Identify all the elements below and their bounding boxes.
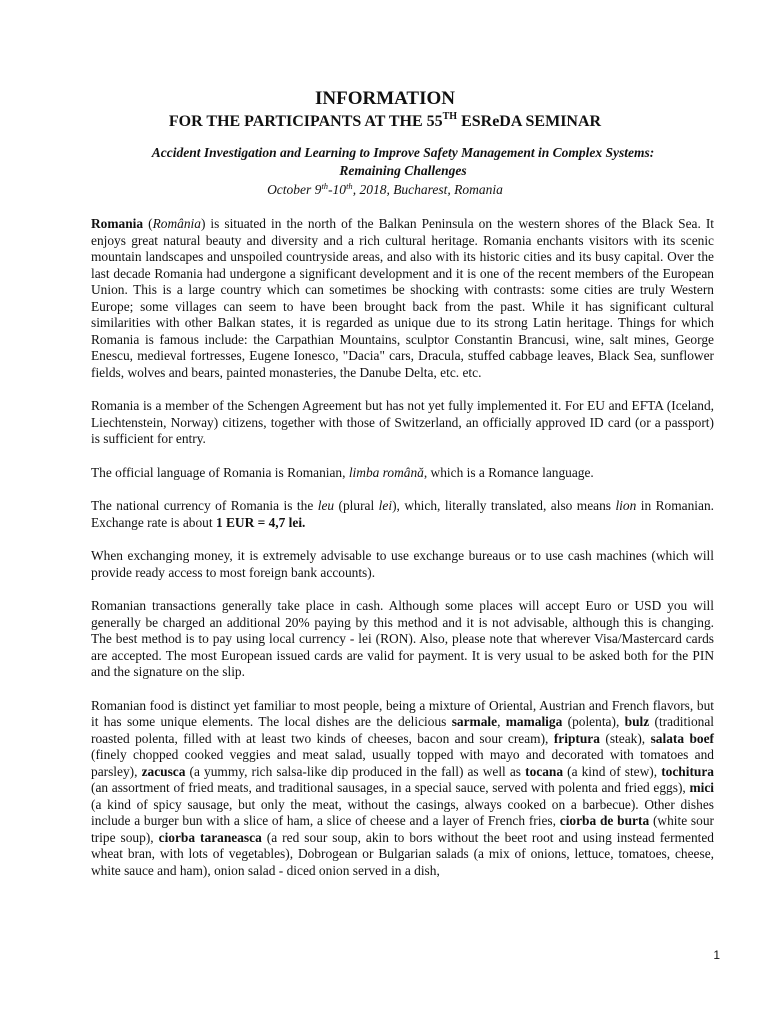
seminar-title-line-1: Accident Investigation and Learning to Improve Safety Management in Complex Systems:	[151, 145, 655, 160]
currency-text-2: (plural	[334, 498, 379, 513]
paragraph-schengen: Romania is a member of the Schengen Agreement but has not yet fully implemented it. For EU and EFTA (Iceland, Liechtenstein, Norway) citizens, together with those of Switzerland, an officially approved ID card (or a passport) is sufficient for entry.	[91, 398, 714, 446]
language-text-2: , which is a Romance language.	[423, 464, 594, 480]
date-part-3: , 2018, Bucharest, Romania	[352, 182, 503, 197]
subtitle-suffix: ESReDA SEMINAR	[457, 113, 602, 130]
paragraph-exchange: When exchanging money, it is extremely advisable to use exchange bureaus or to use cash machines (which will provide ready access to most foreign bank accounts).	[91, 548, 714, 580]
currency-text-1: The national currency of Romania is the	[91, 498, 318, 513]
paragraph-romania-intro	[91, 216, 714, 381]
dish-sarmale: sarmale	[451, 714, 498, 729]
paragraph-currency	[91, 498, 714, 531]
food-text: (an assortment of fried meats, and traditional sausages, in a special sauce, served with polenta and fried eggs),	[91, 780, 690, 795]
dish-friptura: friptura	[553, 730, 600, 746]
food-text: (finely chopped cooked veggies and meat salad, usually topped with mayo and decorated with tomatoes and parsley),	[91, 747, 714, 779]
dish-tochitura: tochitura	[661, 763, 714, 779]
seminar-title	[92, 144, 714, 180]
dish-bulz: bulz	[624, 714, 650, 729]
language-name-italic: limba română	[348, 464, 424, 480]
food-text: ,	[497, 714, 506, 729]
paragraph-transactions: Romanian transactions generally take place in cash. Although some places will accept Euro or USD you will generally be charged an additional 20% paying by this method and it is not advisable, although this is changing. The best method is to pay using local currency - lei (RON). Also, please note that wherever Visa/Mastercard cards are accepted. The most European issued cards are valid for payment. It is very usual to be asked both for the PIN and the signature on the slip.	[91, 598, 714, 679]
paragraph-food	[91, 698, 714, 880]
dish-ciorba-de-burta: ciorba de burta	[559, 813, 650, 828]
food-text: (white sour tripe soup),	[91, 813, 714, 845]
subtitle-text: FOR THE PARTICIPANTS AT THE 55	[168, 113, 443, 130]
paren-open: (	[143, 216, 153, 231]
food-text: (traditional roasted polenta, filled with at least two kinds of cheeses, bacon and sour cream),	[91, 714, 715, 746]
dish-ciorba-taraneasca: ciorba taraneasca	[158, 829, 262, 845]
dish-mici: mici	[689, 780, 714, 795]
dish-tocana: tocana	[525, 763, 564, 779]
currency-text-4: in Romanian. Exchange rate is about	[91, 498, 714, 530]
romania-native-name: România	[152, 216, 201, 231]
currency-lei: lei	[378, 498, 393, 513]
food-text: (a kind of stew),	[563, 763, 662, 779]
dish-zacusca: zacusca	[141, 763, 186, 779]
date-part-1: October 9	[267, 182, 322, 197]
food-text: (polenta),	[562, 714, 625, 729]
currency-leu: leu	[317, 498, 335, 513]
date-sup-1: th	[321, 181, 329, 191]
seminar-date	[0, 181, 770, 199]
food-text: (a kind of spicy sausage, but only the meat, without the casings, always cooked on a barbecue). Other dishes include a burger bun with a slice of ham, a slice of cheese and a layer of French fries,	[91, 796, 714, 828]
date-sup-2: th	[346, 181, 353, 191]
exchange-rate: 1 EUR = 4,7 lei.	[215, 514, 306, 530]
document-subtitle	[0, 112, 770, 132]
food-text: (a yummy, rich salsa-like dip produced in the fall) as well as	[185, 763, 526, 779]
dish-mamaliga: mamaliga	[505, 714, 563, 729]
date-part-2: -10	[328, 182, 347, 197]
romania-bold: Romania	[91, 216, 144, 231]
food-text: (a red sour soup, akin to bors without the beet root and using instead fermented wheat bran, with lots of vegetables), Dobrogean or Bulgarian salads (a mix of onions, lettuce, tomatoes, cheese, white sauce and ham), onion salad - diced onion served in a dish,	[91, 829, 714, 878]
currency-lion: lion	[615, 498, 637, 513]
page-number: 1	[713, 948, 720, 962]
currency-text-3: ), which, literally translated, also means	[392, 498, 616, 513]
seminar-title-line-2: Remaining Challenges	[339, 163, 467, 178]
food-text: Romanian food is distinct yet familiar to most people, being a mixture of Oriental, Austrian and French flavors, but it has some unique elements. The local dishes are the delicious	[91, 697, 714, 729]
subtitle-superscript: TH	[442, 111, 458, 122]
document-title: INFORMATION	[314, 88, 456, 109]
food-text: (steak),	[599, 730, 651, 746]
dish-salata-boef: salata boef	[650, 730, 714, 746]
paragraph-text: ) is situated in the north of the Balkan Peninsula on the western shores of the Black Sea. It enjoys great natural beauty and diversity and a rich cultural heritage. Romania enchants visitors with its scenic mountain landscapes and unspoiled countryside areas, and also with its historic cities and its busy capital. Over the last decade Romania had undergone a significant development and it is one of the recent members of the European Union. This is a large country which can sometimes be shocking with contrasts: some cities are truly Western Europe; some villages can seem to have been brought back from the past. While it has significant cultural similarities with other Balkan states, it is regarded as unique due to its strong Latin heritage. Things for which Romania is famous include: the Carpathian Mountains, sculptor Constantin Brancusi, wine, salt mines, George Enescu, medieval fortresses, Eugene Ionesco, "Dacia" cars, Dracula, stuffed cabbage leaves, Black Sea, sunflower fields, wolves and bears, painted monasteries, the Danube Delta, etc. etc.	[91, 216, 714, 380]
paragraph-language	[91, 465, 714, 482]
document-body	[91, 216, 714, 896]
language-text-1: The official language of Romania is Romanian,	[91, 464, 349, 480]
